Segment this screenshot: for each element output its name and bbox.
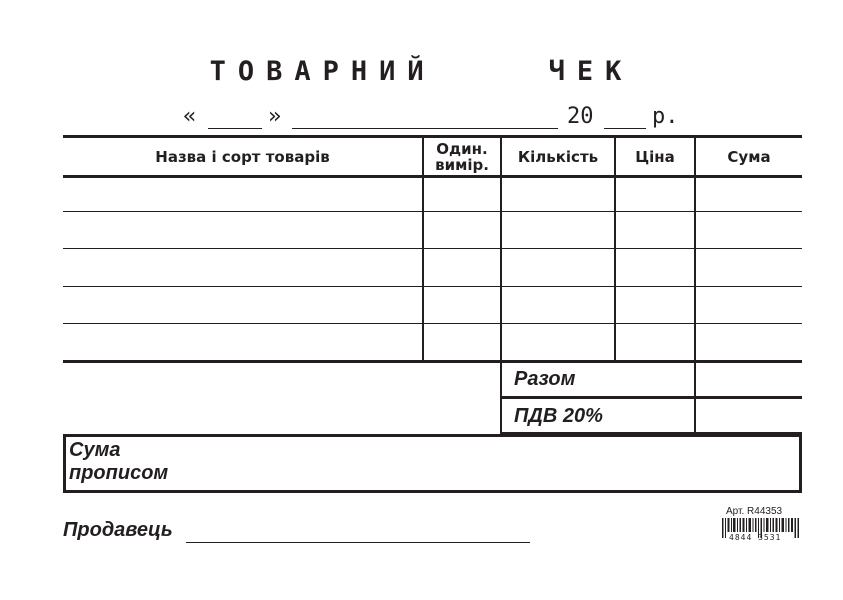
vat-label: ПДВ 20%: [514, 405, 603, 427]
table-bottom-border: [63, 360, 802, 363]
year-suffix: р.: [652, 104, 679, 129]
month-blank[interactable]: [292, 106, 558, 129]
date-open-quote: «: [183, 104, 197, 129]
seller-label: Продавець: [63, 519, 173, 541]
year-prefix: 20: [567, 104, 594, 129]
header-price: Ціна: [635, 147, 675, 166]
total-value-field[interactable]: [697, 363, 802, 396]
sum-in-words-line1: Сума: [69, 439, 121, 461]
seller-signature-blank[interactable]: [186, 522, 530, 543]
barcode-digits: 4844 3531: [729, 533, 782, 542]
vat-value-field[interactable]: [697, 399, 802, 432]
table-row[interactable]: [63, 324, 802, 360]
header-quantity: Кількість: [517, 147, 599, 166]
sum-in-words-label: [69, 439, 168, 485]
sum-in-words-line2: прописом: [69, 462, 169, 484]
table-row[interactable]: [63, 212, 802, 248]
header-unit-line1: Один.: [436, 139, 488, 158]
total-label: Разом: [514, 368, 576, 390]
header-name: Назва і сорт товарів: [155, 147, 330, 166]
sum-in-words-box[interactable]: [63, 434, 802, 493]
header-unit-line2: вимір.: [435, 155, 489, 174]
header-unit: [424, 138, 500, 175]
year-blank[interactable]: [604, 106, 646, 129]
table-row[interactable]: [63, 178, 802, 211]
day-blank[interactable]: [208, 106, 262, 129]
date-close-quote: »: [268, 104, 282, 129]
table-row[interactable]: [63, 249, 802, 286]
receipt-title: ТОВАРНИЙ ЧЕК: [209, 56, 634, 87]
table-row[interactable]: [63, 287, 802, 323]
article-number: Арт. R44353: [726, 506, 783, 517]
header-sum: Сума: [727, 147, 771, 166]
